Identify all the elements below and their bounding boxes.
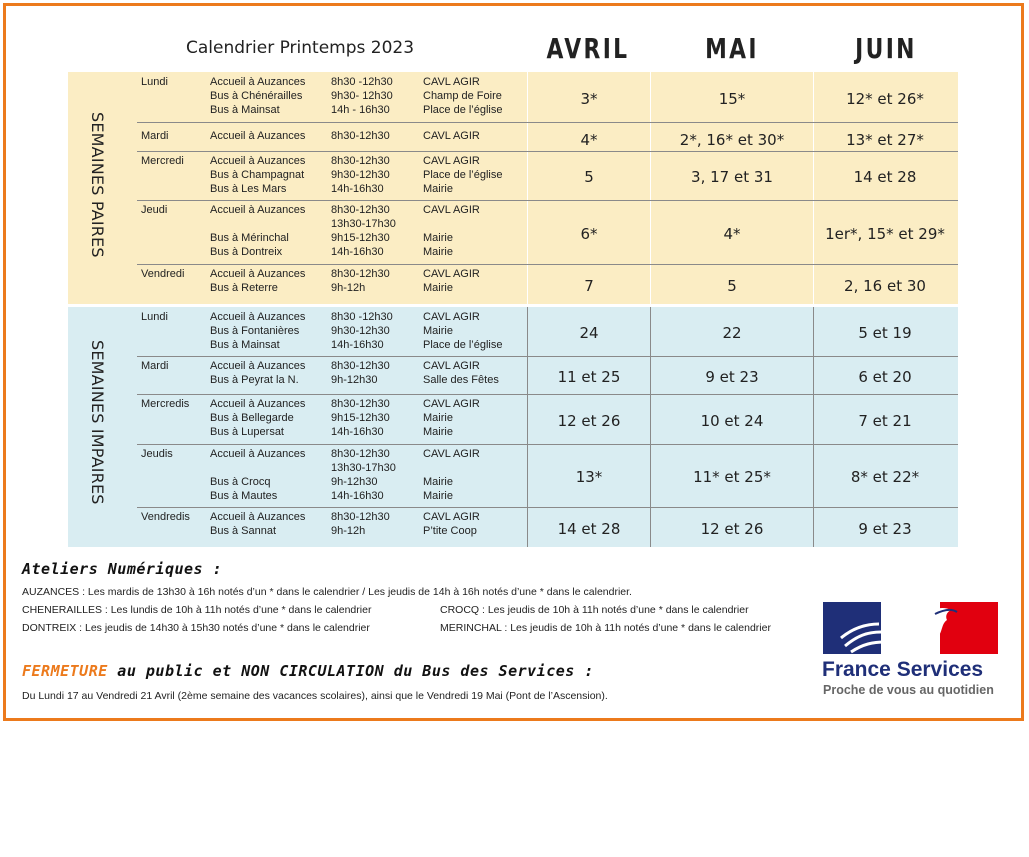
semaines_paires-date-avril: 5 — [584, 168, 594, 186]
semaines_impaires-row-divider — [137, 356, 958, 357]
semaines_paires-row-divider — [137, 264, 958, 265]
semaines_paires-date-juin: 14 et 28 — [853, 168, 917, 186]
semaines_paires-date-juin: 12* et 26* — [846, 89, 924, 108]
semaines_impaires-place-cell: Bus à Lupersat — [210, 426, 284, 438]
semaines_impaires-row-divider — [137, 507, 958, 508]
semaines_impaires-date-avril: 14 et 28 — [557, 519, 621, 538]
semaines_impaires-venue-cell: CAVL AGIR — [423, 511, 480, 523]
semaines_impaires-place-cell: Bus à Mautes — [210, 490, 278, 502]
semaines_impaires-date-mai: 22 — [722, 324, 742, 342]
semaines_paires-hour-cell: 14h-16h30 — [331, 183, 384, 195]
semaines_paires-date-avril: 3* — [580, 89, 598, 108]
atelier-dontreix: DONTREIX : Les jeudis de 14h30 à 15h30 notés d’une * dans le calendrier — [22, 622, 370, 634]
semaines_impaires-place-cell: Bus à Bellegarde — [210, 412, 294, 424]
semaines_impaires-venue-cell: Salle des Fêtes — [423, 374, 499, 386]
semaines_paires-date-mai: 5 — [727, 276, 737, 295]
semaines_paires-day-cell: Lundi — [141, 76, 168, 88]
semaines_paires-date-juin: 1er*, 15* et 29* — [825, 224, 945, 243]
semaines_impaires-date-juin: 9 et 23 — [858, 519, 912, 538]
semaines_paires-day-cell: Mercredi — [141, 155, 184, 167]
semaines_paires-venue-cell: CAVL AGIR — [423, 76, 480, 88]
semaines_paires-date-mai: 3, 17 et 31 — [691, 168, 773, 186]
semaines_paires-day-cell: Mardi — [141, 130, 169, 142]
semaines-paires-label: SEMAINES PAIRES — [88, 112, 107, 258]
fermeture-highlight: FERMETURE — [22, 662, 108, 680]
semaines_paires-row-divider — [137, 122, 958, 123]
semaines_impaires-hour-cell: 14h-16h30 — [331, 490, 384, 502]
page-title: Calendrier Printemps 2023 — [186, 38, 415, 58]
semaines_paires-place-cell: Bus à Reterre — [210, 282, 278, 294]
month-header-mai: MAI — [705, 32, 759, 65]
semaines_impaires-day-cell: Vendredis — [141, 511, 190, 523]
semaines_impaires-venue-cell: CAVL AGIR — [423, 398, 480, 410]
semaines_impaires-place-cell: Bus à Peyrat la N. — [210, 374, 299, 386]
semaines_paires-place-cell: Accueil à Auzances — [210, 268, 306, 280]
semaines_impaires-place-cell: Accueil à Auzances — [210, 398, 306, 410]
semaines_paires-venue-cell: Place de l’église — [423, 169, 503, 181]
logo-title: France Services — [822, 658, 984, 681]
semaines_paires-place-cell: Bus à Champagnat — [210, 169, 305, 181]
semaines_paires-hour-cell: 9h-12h — [331, 282, 366, 294]
logo-subtitle: Proche de vous au quotidien — [823, 683, 994, 697]
semaines-impaires-label: SEMAINES IMPAIRES — [88, 340, 107, 505]
semaines_paires-hour-cell: 9h30-12h30 — [331, 169, 390, 181]
semaines_impaires-hour-cell: 8h30 -12h30 — [331, 311, 393, 323]
semaines_impaires-hour-cell: 9h-12h30 — [331, 476, 378, 488]
semaines_paires-hour-cell: 8h30-12h30 — [331, 268, 390, 280]
semaines_impaires-venue-cell: Mairie — [423, 412, 453, 424]
semaines_impaires-day-cell: Mardi — [141, 360, 169, 372]
semaines_paires-day-cell: Jeudi — [141, 204, 168, 216]
semaines_paires-hour-cell: 8h30-12h30 — [331, 204, 390, 216]
semaines_paires-date-avril: 6* — [580, 224, 598, 243]
semaines_impaires-hour-cell: 14h-16h30 — [331, 339, 384, 351]
atelier-merinchal: MERINCHAL : Les jeudis de 10h à 11h notés d’une * dans le calendrier — [440, 622, 771, 634]
atelier-auzances: AUZANCES : Les mardis de 13h30 à 16h notés d’un * dans le calendrier / Les jeudis de 14h à 16h notés d’une * dans le calendrier. — [22, 586, 632, 598]
semaines_paires-venue-cell: Mairie — [423, 282, 453, 294]
semaines_impaires-date-juin: 5 et 19 — [858, 324, 912, 342]
semaines_impaires-hour-cell: 8h30-12h30 — [331, 360, 390, 372]
semaines_paires-place-cell: Bus à Chénérailles — [210, 90, 303, 102]
ateliers-title: Ateliers Numériques : — [22, 560, 223, 578]
semaines_impaires-date-juin: 6 et 20 — [858, 367, 912, 386]
semaines_impaires-date-juin: 8* et 22* — [850, 468, 920, 486]
semaines_paires-hour-cell: 14h - 16h30 — [331, 104, 390, 116]
fermeture-text: Du Lundi 17 au Vendredi 21 Avril (2ème semaine des vacances scolaires), ainsi que le Vendredi 19 Mai (Pont de l’Ascension). — [22, 690, 608, 702]
semaines_impaires-venue-cell: Mairie — [423, 490, 453, 502]
semaines_paires-venue-cell: CAVL AGIR — [423, 155, 480, 167]
semaines_impaires-hour-cell: 8h30-12h30 — [331, 448, 390, 460]
semaines_paires-date-juin: 2, 16 et 30 — [844, 276, 926, 295]
semaines_impaires-place-cell: Accueil à Auzances — [210, 311, 306, 323]
semaines_paires-venue-cell: CAVL AGIR — [423, 268, 480, 280]
month-header-juin: JUIN — [855, 32, 917, 65]
semaines_paires-place-cell: Bus à Les Mars — [210, 183, 287, 195]
semaines_impaires-place-cell: Bus à Crocq — [210, 476, 271, 488]
semaines_impaires-date-mai: 10 et 24 — [700, 411, 764, 430]
semaines_paires-venue-cell: Mairie — [423, 246, 453, 258]
semaines_paires-place-cell: Accueil à Auzances — [210, 130, 306, 142]
semaines_paires-hour-cell: 8h30 -12h30 — [331, 76, 393, 88]
semaines_paires-place-cell: Bus à Dontreix — [210, 246, 283, 258]
semaines_impaires-venue-cell: Mairie — [423, 426, 453, 438]
semaines_paires-hour-cell: 9h30- 12h30 — [331, 90, 393, 102]
semaines_impaires-hour-cell: 9h-12h30 — [331, 374, 378, 386]
semaines_paires-day-cell: Vendredi — [141, 268, 185, 280]
semaines_impaires-place-cell: Accueil à Auzances — [210, 448, 306, 460]
semaines_impaires-hour-cell: 9h30-12h30 — [331, 325, 390, 337]
semaines_impaires-row-divider — [137, 394, 958, 395]
semaines_impaires-place-cell: Bus à Sannat — [210, 525, 277, 537]
semaines_paires-hour-cell: 8h30-12h30 — [331, 155, 390, 167]
semaines_paires-place-cell: Bus à Mérinchal — [210, 232, 289, 244]
semaines_paires-place-cell: Accueil à Auzances — [210, 204, 306, 216]
semaines_impaires-date-mai: 12 et 26 — [700, 519, 764, 538]
semaines_paires-venue-cell: CAVL AGIR — [423, 204, 480, 216]
semaines_paires-venue-cell: Mairie — [423, 232, 453, 244]
semaines_paires-date-juin: 13* et 27* — [846, 131, 924, 149]
semaines_impaires-hour-cell: 9h15-12h30 — [331, 412, 390, 424]
semaines_impaires-row-divider — [137, 444, 958, 445]
semaines_impaires-day-cell: Jeudis — [141, 448, 173, 460]
semaines_impaires-venue-cell: P’tite Coop — [423, 525, 477, 537]
semaines_impaires-venue-cell: Mairie — [423, 476, 453, 488]
semaines_impaires-venue-cell: CAVL AGIR — [423, 311, 480, 323]
semaines_impaires-day-cell: Mercredis — [141, 398, 190, 410]
semaines_impaires-date-juin: 7 et 21 — [858, 411, 912, 430]
semaines_paires-date-avril: 4* — [580, 131, 598, 149]
month-header-avril: AVRIL — [546, 32, 630, 65]
semaines_impaires-date-avril: 11 et 25 — [557, 367, 621, 386]
semaines_paires-row-divider — [137, 151, 958, 152]
semaines_paires-place-cell: Accueil à Auzances — [210, 155, 306, 167]
semaines_impaires-hour-cell: 8h30-12h30 — [331, 398, 390, 410]
semaines_paires-venue-cell: Mairie — [423, 183, 453, 195]
semaines_impaires-date-avril: 13* — [575, 468, 603, 486]
atelier-chenerailles: CHENERAILLES : Les lundis de 10h à 11h notés d’une * dans le calendrier — [22, 604, 372, 616]
semaines_impaires-venue-cell: CAVL AGIR — [423, 360, 480, 372]
semaines_paires-date-mai: 15* — [718, 89, 746, 108]
semaines_impaires-day-cell: Lundi — [141, 311, 168, 323]
semaines_paires-date-avril: 7 — [584, 276, 594, 295]
semaines_paires-venue-cell: Champ de Foire — [423, 90, 502, 102]
semaines_paires-hour-cell: 9h15-12h30 — [331, 232, 390, 244]
semaines_paires-venue-cell: CAVL AGIR — [423, 130, 480, 142]
fermeture-title-rest: au public et NON CIRCULATION du Bus des Services : — [107, 662, 594, 680]
semaines_impaires-place-cell: Bus à Mainsat — [210, 339, 280, 351]
semaines_impaires-hour-cell: 9h-12h — [331, 525, 366, 537]
semaines_impaires-place-cell: Accueil à Auzances — [210, 360, 306, 372]
marianne-flag-icon — [823, 602, 998, 654]
semaines_impaires-venue-cell: Place de l’église — [423, 339, 503, 351]
semaines_paires-hour-cell: 14h-16h30 — [331, 246, 384, 258]
semaines_paires-hour-cell: 13h30-17h30 — [331, 218, 396, 230]
semaines_paires-hour-cell: 8h30-12h30 — [331, 130, 390, 142]
semaines_impaires-date-avril: 24 — [579, 324, 599, 342]
atelier-crocq: CROCQ : Les jeudis de 10h à 11h notés d’une * dans le calendrier — [440, 604, 749, 616]
semaines_impaires-place-cell: Accueil à Auzances — [210, 511, 306, 523]
semaines_paires-row-divider — [137, 200, 958, 201]
semaines_paires-place-cell: Accueil à Auzances — [210, 76, 306, 88]
semaines_impaires-date-mai: 9 et 23 — [705, 367, 759, 386]
semaines_impaires-venue-cell: CAVL AGIR — [423, 448, 480, 460]
semaines_impaires-hour-cell: 14h-16h30 — [331, 426, 384, 438]
semaines_impaires-venue-cell: Mairie — [423, 325, 453, 337]
semaines_impaires-date-mai: 11* et 25* — [693, 468, 771, 486]
fermeture-title — [22, 662, 594, 680]
france-services-logo — [820, 602, 1000, 702]
semaines_impaires-date-avril: 12 et 26 — [557, 411, 621, 430]
semaines_paires-date-mai: 2*, 16* et 30* — [679, 131, 785, 149]
semaines_paires-place-cell: Bus à Mainsat — [210, 104, 280, 116]
semaines_impaires-hour-cell: 8h30-12h30 — [331, 511, 390, 523]
semaines_impaires-hour-cell: 13h30-17h30 — [331, 462, 396, 474]
semaines_paires-date-mai: 4* — [723, 224, 741, 243]
semaines_paires-venue-cell: Place de l’église — [423, 104, 503, 116]
semaines_impaires-place-cell: Bus à Fontanières — [210, 325, 300, 337]
